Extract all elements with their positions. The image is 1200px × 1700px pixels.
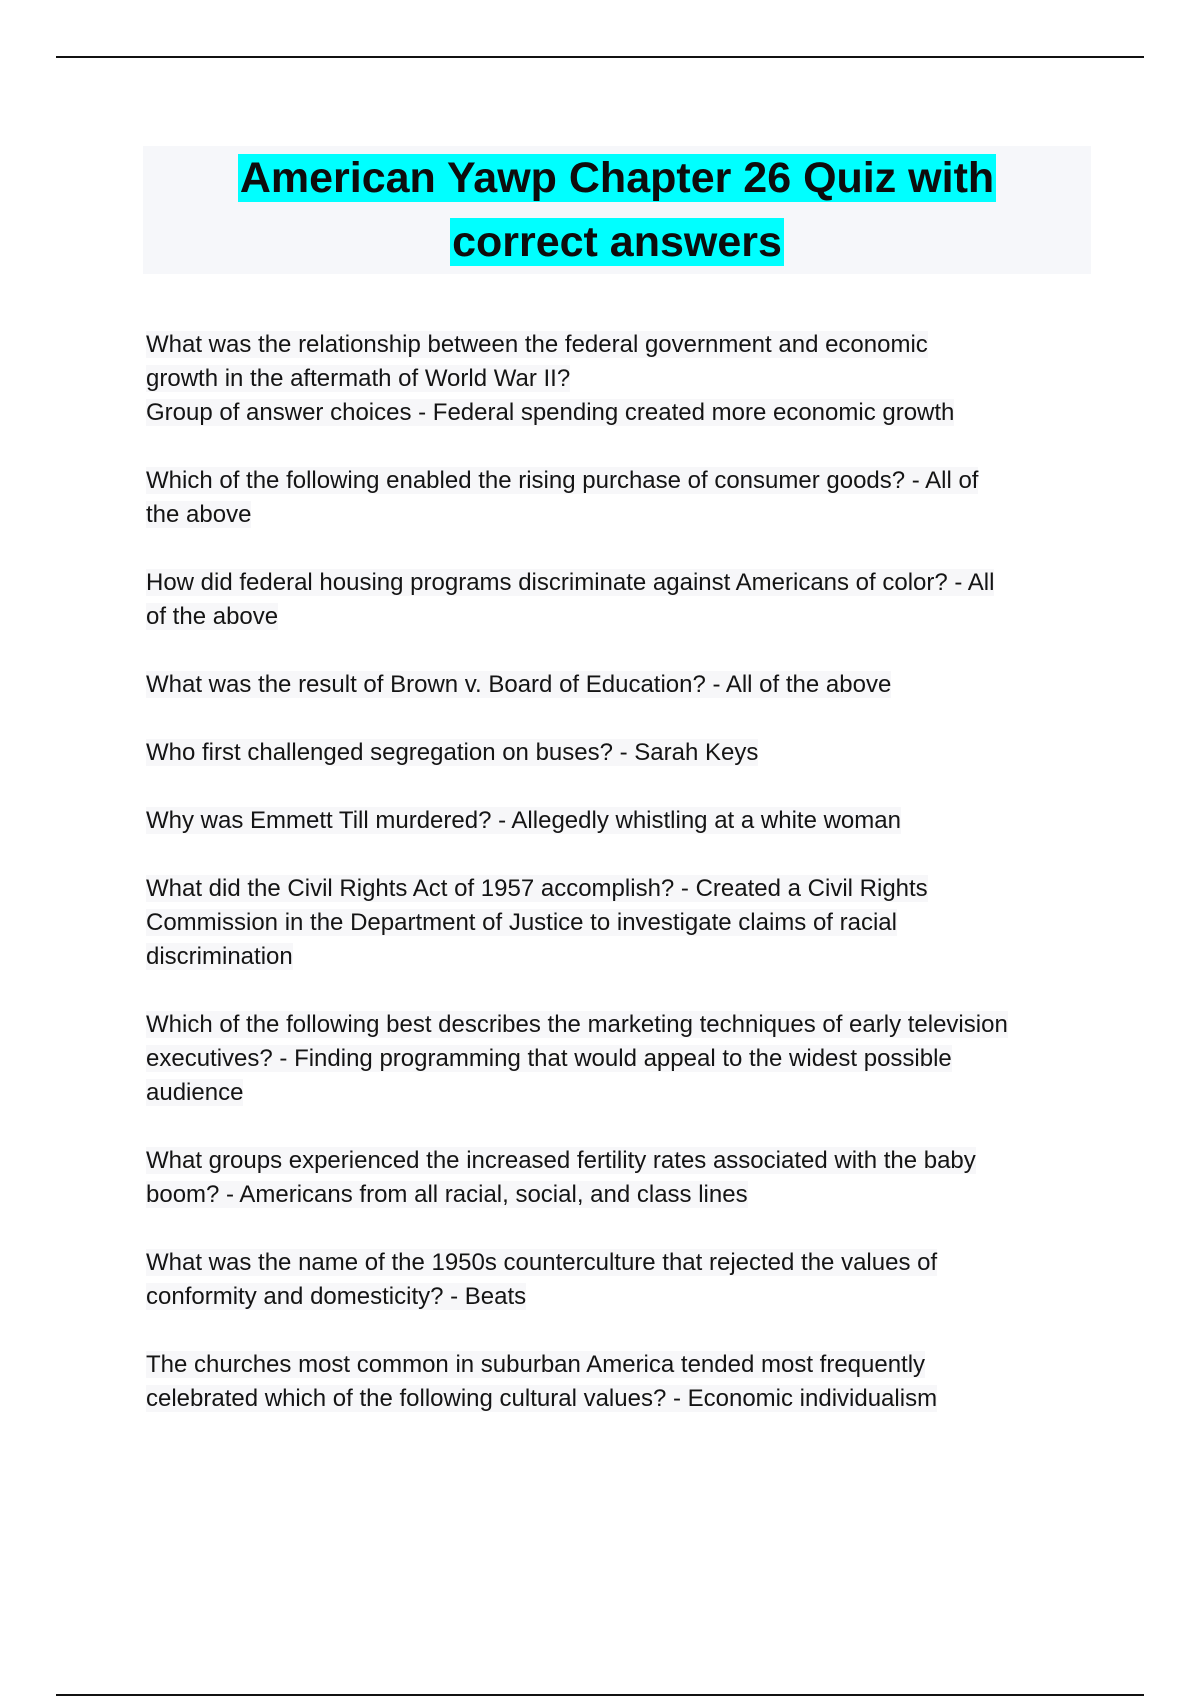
qa-item-text: What was the name of the 1950s counterculture that rejected the values of conformity and domesticity? - Beats: [146, 1249, 938, 1310]
qa-item-5: [146, 736, 1096, 770]
qa-item-text: Which of the following enabled the rising purchase of consumer goods? - All of the above: [146, 467, 979, 528]
bottom-rule: [56, 1694, 1144, 1696]
qa-item-text: What groups experienced the increased fertility rates associated with the baby boom? - Americans from all racial, social, and class lines: [146, 1147, 976, 1208]
qa-item-3: [146, 566, 1096, 634]
title-box: [143, 146, 1091, 274]
qa-item-text: What did the Civil Rights Act of 1957 accomplish? - Created a Civil Rights Commission in the Department of Justice to investigate claims of racial discrimination: [146, 875, 928, 970]
qa-item-8: [146, 1008, 1096, 1110]
document-title: [197, 146, 1037, 274]
qa-list: [146, 328, 1096, 1450]
qa-item-text: Who first challenged segregation on buses? - Sarah Keys: [146, 739, 759, 766]
qa-item-1: [146, 328, 1096, 430]
qa-item-text: The churches most common in suburban America tended most frequently celebrated which of the following cultural values? - Economic individualism: [146, 1351, 938, 1412]
qa-item-4: [146, 668, 1096, 702]
qa-item-9: [146, 1144, 1096, 1212]
qa-item-text: What was the result of Brown v. Board of Education? - All of the above: [146, 671, 892, 698]
qa-item-text: What was the relationship between the federal government and economic growth in the aftermath of World War II? Group of answer choices - Federal spending created more economic growth: [146, 331, 955, 426]
qa-item-2: [146, 464, 1096, 532]
qa-item-text: Which of the following best describes the marketing techniques of early television executives? - Finding programming that would appeal to the widest possible audience: [146, 1011, 1008, 1106]
document-title-text: American Yawp Chapter 26 Quiz with correct answers: [239, 154, 995, 266]
qa-item-10: [146, 1246, 1096, 1314]
top-rule: [56, 56, 1144, 58]
qa-item-11: [146, 1348, 1096, 1416]
qa-item-7: [146, 872, 1096, 974]
qa-item-6: [146, 804, 1096, 838]
qa-item-text: How did federal housing programs discriminate against Americans of color? - All of the above: [146, 569, 995, 630]
qa-item-text: Why was Emmett Till murdered? - Allegedly whistling at a white woman: [146, 807, 901, 834]
